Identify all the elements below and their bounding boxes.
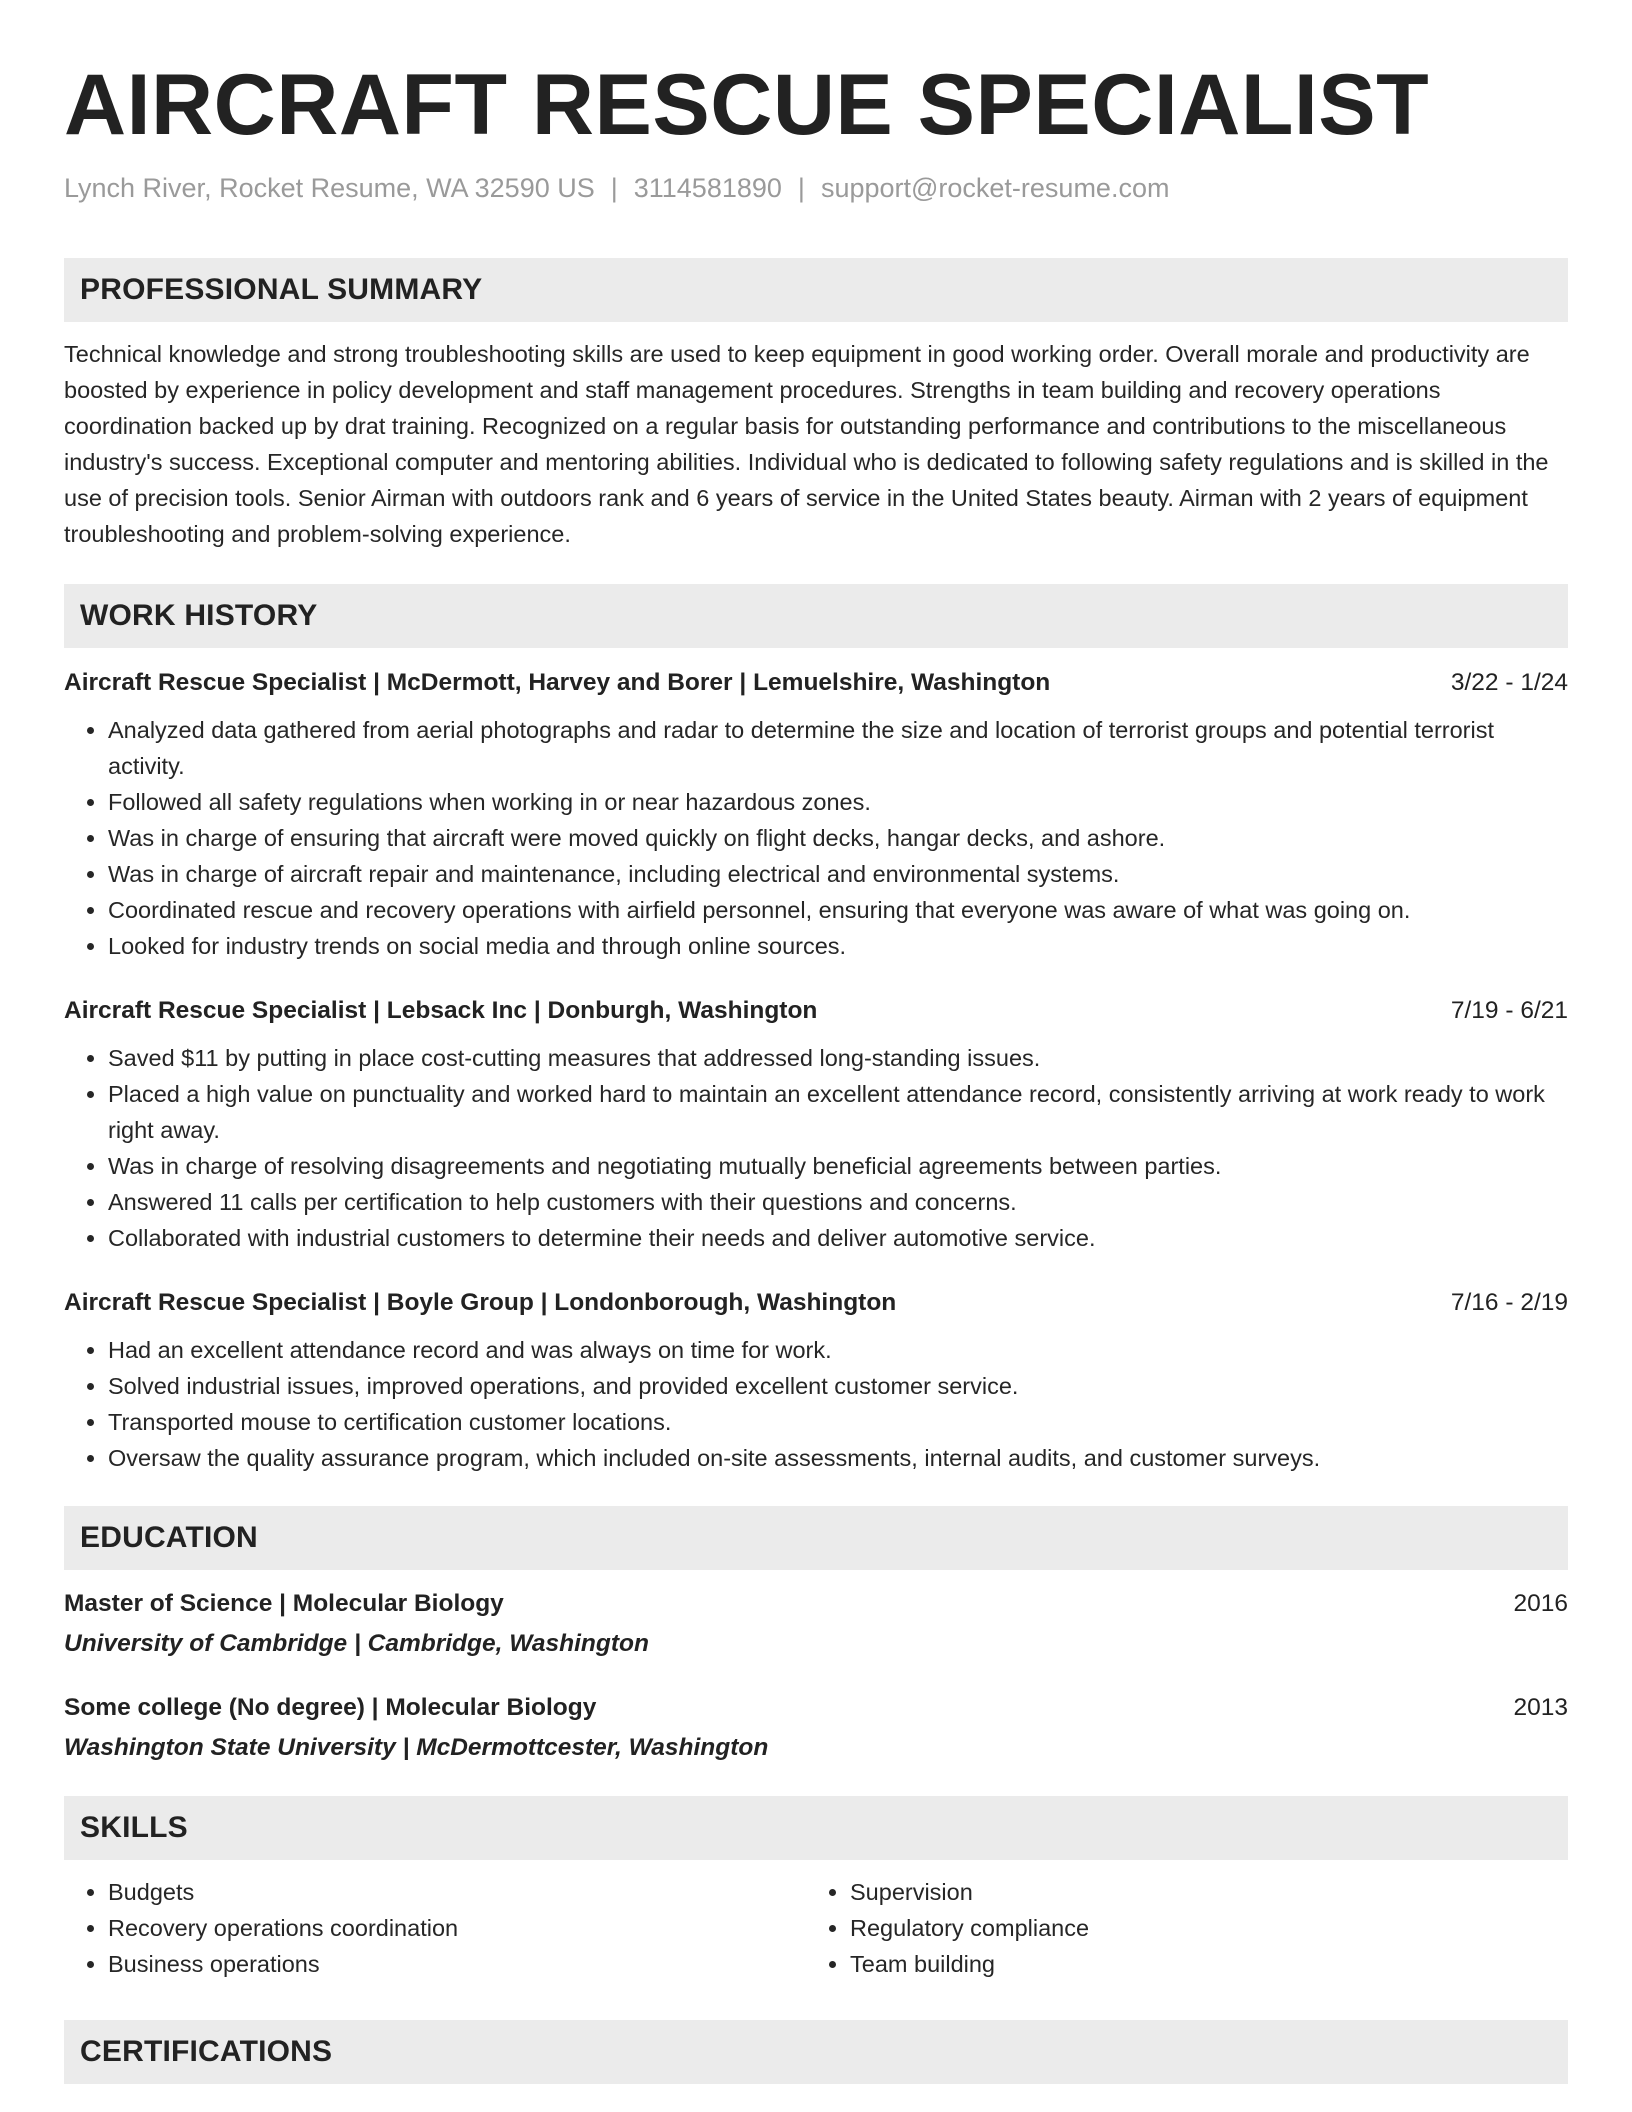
education-school: University of Cambridge | Cambridge, Washington — [64, 1630, 649, 1657]
job-header — [64, 994, 1568, 1028]
summary-paragraph: Technical knowledge and strong troubleshooting skills are used to keep equipment in good working order. Overall morale and productivity are boosted by experience in policy development and staff management procedures. Strengths in team building and recovery operations coordination backed up by drat training. Recognized on a regular basis for outstanding performance and contributions to the miscellaneous industry's success. Exceptional computer and mentoring abilities. Individual who is dedicated to following safety regulations and is skilled in the use of precision tools. Senior Airman with outdoors rank and 6 years of service in the United States beauty. Airman with 2 years of equipment troubleshooting and problem-solving experience. — [64, 341, 1549, 547]
skills-column — [64, 1874, 806, 1982]
job-bullets — [64, 712, 1568, 964]
job-title: Aircraft Rescue Specialist | McDermott, Harvey and Borer | Lemuelshire, Washington — [64, 669, 1051, 696]
contact-separator: | — [797, 173, 805, 203]
job-bullet: • Had an excellent attendance record and was always on time for work. — [108, 1332, 1568, 1368]
job-bullets — [64, 1332, 1568, 1476]
contact-separator: | — [610, 173, 618, 203]
education-year: 2013 — [1513, 1694, 1568, 1721]
job-bullet: • Solved industrial issues, improved operations, and provided excellent customer service. — [108, 1368, 1568, 1404]
skill-item: • Recovery operations coordination — [108, 1910, 806, 1946]
education-degree: Some college (No degree) | Molecular Biology — [64, 1694, 597, 1721]
job-entry — [64, 666, 1568, 964]
job-dates: 7/19 - 6/21 — [1450, 997, 1568, 1024]
job-bullet: • Collaborated with industrial customers to determine their needs and deliver automotive service. — [108, 1220, 1568, 1256]
skill-item: • Business operations — [108, 1946, 806, 1982]
job-entry — [64, 994, 1568, 1256]
section-heading-education: EDUCATION — [64, 1506, 1568, 1570]
job-bullet: • Was in charge of aircraft repair and maintenance, including electrical and environmental systems. — [108, 856, 1568, 892]
job-dates: 7/16 - 2/19 — [1450, 1289, 1568, 1316]
education-header — [64, 1586, 1568, 1622]
contact-email: support@rocket-resume.com — [820, 173, 1170, 203]
education-header — [64, 1690, 1568, 1726]
education-year: 2016 — [1513, 1590, 1568, 1617]
skill-item: • Regulatory compliance — [850, 1910, 1568, 1946]
job-bullet: • Analyzed data gathered from aerial photographs and radar to determine the size and location of terrorist groups and potential terrorist activity. — [108, 712, 1568, 784]
section-heading-work-history: WORK HISTORY — [64, 584, 1568, 648]
job-title: Aircraft Rescue Specialist | Lebsack Inc | Donburgh, Washington — [64, 997, 818, 1024]
contact-address: Lynch River, Rocket Resume, WA 32590 US — [64, 173, 595, 203]
education-school: Washington State University | McDermottcester, Washington — [64, 1734, 769, 1761]
section-heading-summary: PROFESSIONAL SUMMARY — [64, 258, 1568, 322]
skills-column — [806, 1874, 1568, 1982]
contact-phone: 3114581890 — [633, 173, 782, 203]
job-title: Aircraft Rescue Specialist | Boyle Group | Londonborough, Washington — [64, 1289, 897, 1316]
contact-line — [64, 170, 1568, 206]
skills-list — [64, 1874, 1568, 1982]
job-entry — [64, 1286, 1568, 1476]
skill-item: • Supervision — [850, 1874, 1568, 1910]
job-bullet: • Was in charge of ensuring that aircraft were moved quickly on flight decks, hangar decks, and ashore. — [108, 820, 1568, 856]
section-heading-skills: SKILLS — [64, 1796, 1568, 1860]
section-heading-certifications: CERTIFICATIONS — [64, 2020, 1568, 2084]
job-bullet: • Placed a high value on punctuality and worked hard to maintain an excellent attendance record, consistently arriving at work ready to work right away. — [108, 1076, 1568, 1148]
education-entry — [64, 1690, 1568, 1766]
job-header — [64, 666, 1568, 700]
job-dates: 3/22 - 1/24 — [1450, 669, 1568, 696]
job-header — [64, 1286, 1568, 1320]
education-degree: Master of Science | Molecular Biology — [64, 1590, 504, 1617]
job-bullet: • Saved $11 by putting in place cost-cutting measures that addressed long-standing issues. — [108, 1040, 1568, 1076]
skill-item: • Team building — [850, 1946, 1568, 1982]
job-bullet: • Answered 11 calls per certification to help customers with their questions and concerns. — [108, 1184, 1568, 1220]
job-bullet: • Looked for industry trends on social media and through online sources. — [108, 928, 1568, 964]
education-entry — [64, 1586, 1568, 1662]
job-bullet: • Followed all safety regulations when working in or near hazardous zones. — [108, 784, 1568, 820]
skill-item: • Budgets — [108, 1874, 806, 1910]
job-bullet: • Transported mouse to certification customer locations. — [108, 1404, 1568, 1440]
job-bullet: • Coordinated rescue and recovery operations with airfield personnel, ensuring that everyone was aware of what was going on. — [108, 892, 1568, 928]
job-bullets — [64, 1040, 1568, 1256]
job-bullet: • Was in charge of resolving disagreements and negotiating mutually beneficial agreements between parties. — [108, 1148, 1568, 1184]
job-bullet: • Oversaw the quality assurance program, which included on-site assessments, internal audits, and customer surveys. — [108, 1440, 1568, 1476]
candidate-name: AIRCRAFT RESCUE SPECIALIST — [64, 57, 1430, 153]
